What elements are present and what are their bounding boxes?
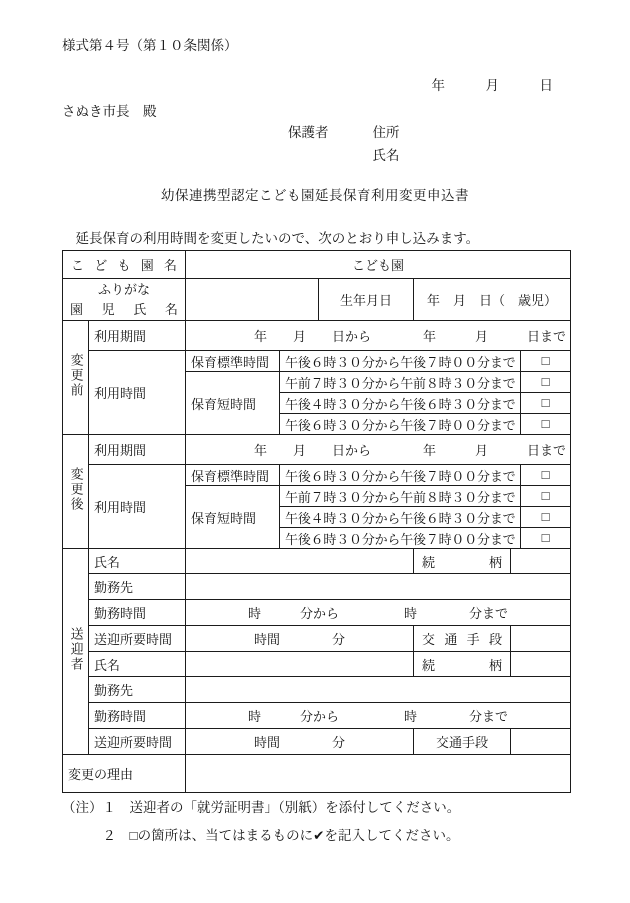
escort2-workhours-field[interactable]: 時 分から 時 分まで <box>186 703 571 729</box>
birthdate-label: 生年月日 <box>319 279 414 321</box>
section-after-label: 変更後 <box>68 467 84 512</box>
escort2-workplace-label: 勤務先 <box>89 677 186 703</box>
page-title: 幼保連携型認定こども園延長保育利用変更申込書 <box>161 188 469 203</box>
before-checkbox-4[interactable]: □ <box>521 414 571 435</box>
reason-label: 変更の理由 <box>63 755 186 793</box>
garden-name-label-cell <box>63 251 186 279</box>
escort2-transport-label: 交通手段 <box>414 729 511 755</box>
escort2-workhours-label: 勤務時間 <box>89 703 186 729</box>
garden-name-field[interactable]: こども園 <box>186 251 571 279</box>
after-standard-hours-label: 保育標準時間 <box>186 465 280 486</box>
escort1-name-label: 氏名 <box>89 549 186 574</box>
escort2-relation-field[interactable] <box>511 652 571 677</box>
section-before-label-cell <box>63 321 89 435</box>
escort2-transport-field[interactable] <box>511 729 571 755</box>
note-line-1: （注）１ 送迎者の「就労証明書」（別紙）を添付してください。 <box>62 800 461 815</box>
escort2-travel-label: 送迎所要時間 <box>89 729 186 755</box>
escort-section-label: 送迎者 <box>68 627 84 672</box>
application-table <box>62 250 571 793</box>
date-field[interactable]: 年 月 日 <box>431 78 553 93</box>
escort1-workplace-label: 勤務先 <box>89 574 186 600</box>
before-checkbox-1[interactable]: □ <box>521 351 571 372</box>
escort1-transport-field[interactable] <box>511 626 571 652</box>
escort2-name-field[interactable] <box>186 652 414 677</box>
before-hours-label: 利用時間 <box>89 351 186 435</box>
escort1-transport-label: 交通手段 <box>422 632 503 647</box>
before-short-hours-label: 保育短時間 <box>186 372 280 435</box>
escort1-travel-label: 送迎所要時間 <box>89 626 186 652</box>
escort1-workplace-field[interactable] <box>186 574 571 600</box>
before-time-option-2: 午前７時３０分から午前８時３０分まで <box>280 372 521 393</box>
after-checkbox-1[interactable]: □ <box>521 465 571 486</box>
form-number: 様式第４号（第１０条関係） <box>62 38 238 53</box>
escort1-travel-field[interactable]: 時間 分 <box>186 626 414 652</box>
escort2-travel-field[interactable]: 時間 分 <box>186 729 414 755</box>
before-standard-hours-label: 保育標準時間 <box>186 351 280 372</box>
guardian-address-field[interactable]: 住所 <box>372 125 400 140</box>
intro-sentence: 延長保育の利用時間を変更したいので、次のとおり申し込みます。 <box>62 231 480 246</box>
before-period-field[interactable]: 年 月 日から 年 月 日まで <box>186 321 571 351</box>
escort1-workhours-label: 勤務時間 <box>89 600 186 626</box>
section-after-label-cell <box>63 435 89 549</box>
escort1-name-field[interactable] <box>186 549 414 574</box>
escort2-relation-label: 続柄 <box>422 657 503 673</box>
section-before-label: 変更前 <box>68 353 84 398</box>
escort2-workplace-field[interactable] <box>186 677 571 703</box>
after-hours-label: 利用時間 <box>89 465 186 549</box>
before-time-option-4: 午後６時３０分から午後７時００分まで <box>280 414 521 435</box>
notes-block <box>62 794 460 850</box>
child-name-label-cell <box>63 279 186 321</box>
after-period-label: 利用期間 <box>89 435 186 465</box>
guardian-label: 保護者 <box>288 125 329 140</box>
garden-name-label: こども園名 <box>71 258 178 273</box>
guardian-name-field[interactable]: 氏名 <box>372 148 400 163</box>
escort2-relation-label-cell <box>414 652 511 677</box>
after-short-hours-label: 保育短時間 <box>186 486 280 549</box>
escort1-relation-label: 続柄 <box>422 554 503 570</box>
before-period-label: 利用期間 <box>89 321 186 351</box>
before-time-option-1: 午後６時３０分から午後７時００分まで <box>280 351 521 372</box>
addressee: さぬき市長 殿 <box>62 104 157 119</box>
reason-field[interactable] <box>186 755 571 793</box>
birthdate-field[interactable]: 年 月 日（ 歳児） <box>414 279 571 321</box>
furigana-label: ふりがな <box>98 281 151 297</box>
before-checkbox-2[interactable]: □ <box>521 372 571 393</box>
after-checkbox-3[interactable]: □ <box>521 507 571 528</box>
after-time-option-1: 午後６時３０分から午後７時００分まで <box>280 465 521 486</box>
after-checkbox-4[interactable]: □ <box>521 528 571 549</box>
after-period-field[interactable]: 年 月 日から 年 月 日まで <box>186 435 571 465</box>
escort1-relation-label-cell <box>414 549 511 574</box>
child-name-label: 園児氏名 <box>70 301 179 317</box>
escort1-workhours-field[interactable]: 時 分から 時 分まで <box>186 600 571 626</box>
after-time-option-3: 午後４時３０分から午後６時３０分まで <box>280 507 521 528</box>
escort2-name-label: 氏名 <box>89 652 186 677</box>
after-time-option-4: 午後６時３０分から午後７時００分まで <box>280 528 521 549</box>
before-checkbox-3[interactable]: □ <box>521 393 571 414</box>
child-name-field[interactable] <box>186 279 319 321</box>
note-line-2: ２ □の箇所は、当てはまるものに✔を記入してください。 <box>62 828 460 843</box>
escort1-transport-label-cell <box>414 626 511 652</box>
after-time-option-2: 午前７時３０分から午前８時３０分まで <box>280 486 521 507</box>
after-checkbox-2[interactable]: □ <box>521 486 571 507</box>
before-time-option-3: 午後４時３０分から午後６時３０分まで <box>280 393 521 414</box>
escort-section-label-cell <box>63 549 89 755</box>
escort1-relation-field[interactable] <box>511 549 571 574</box>
guardian-block <box>288 121 400 167</box>
